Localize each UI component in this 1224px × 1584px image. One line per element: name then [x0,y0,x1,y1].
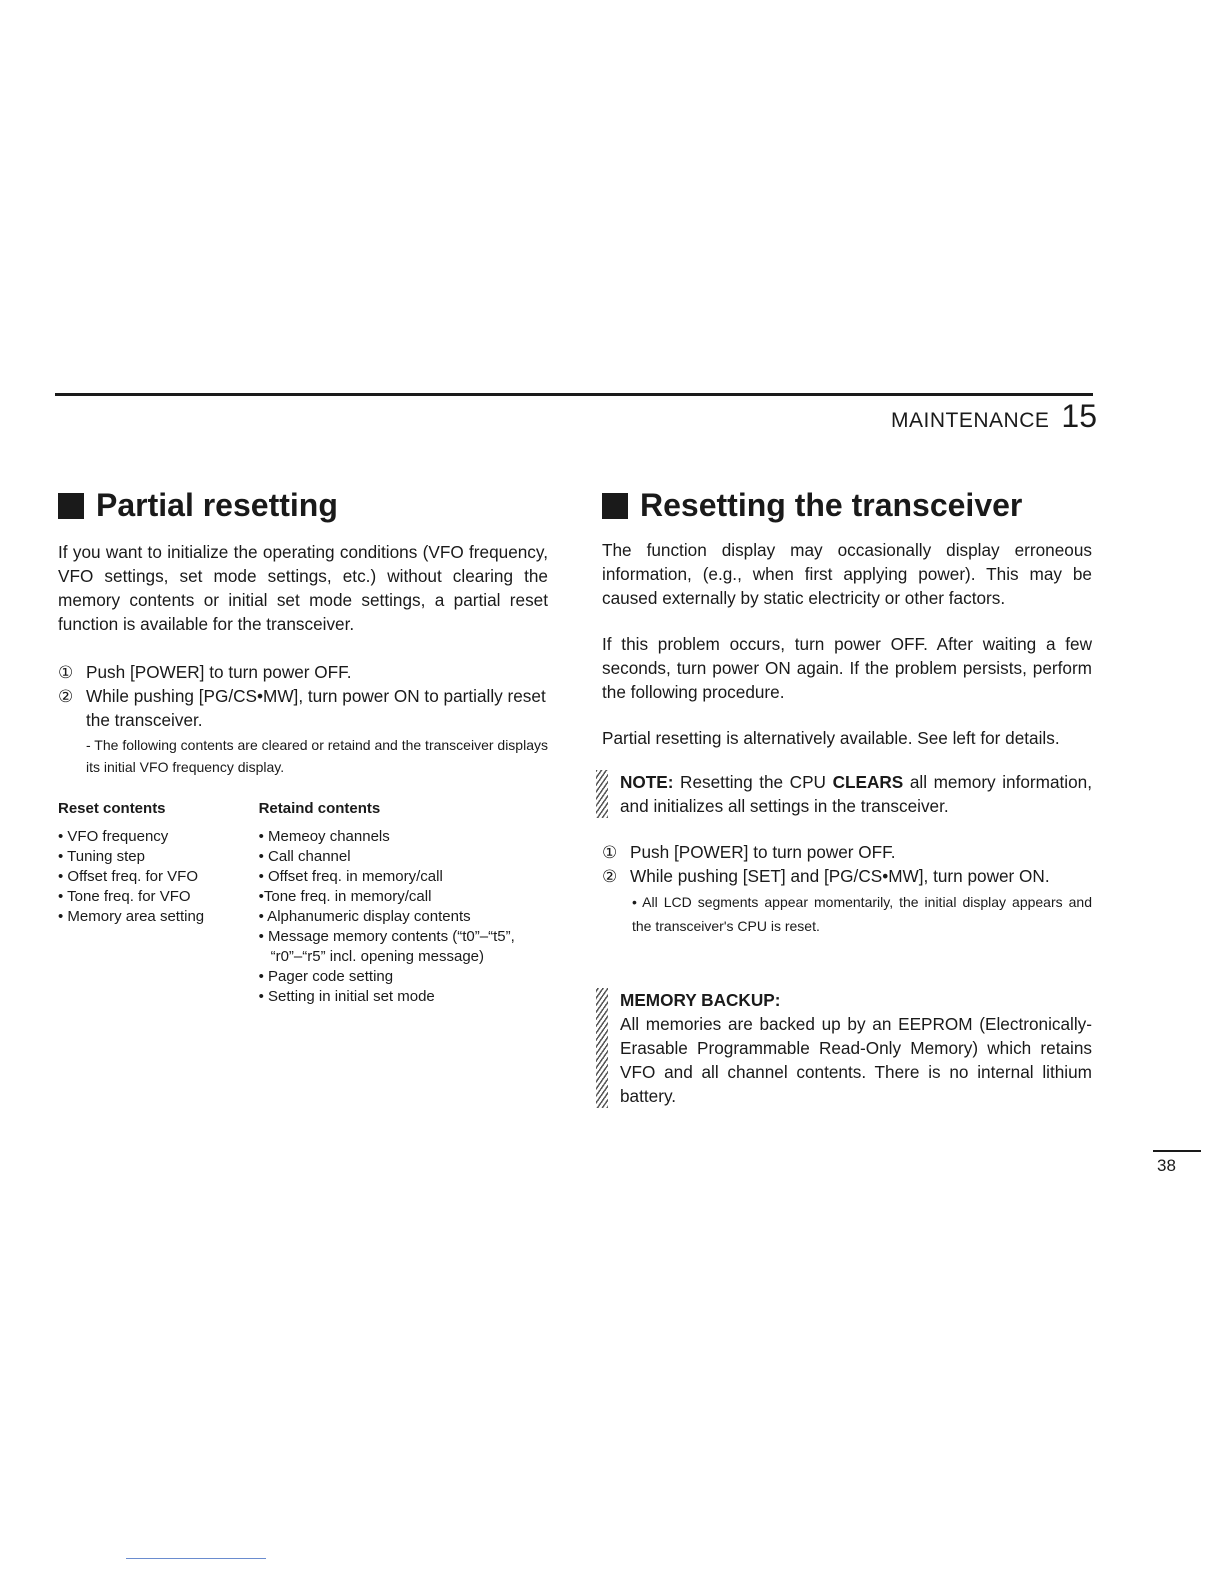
reset-contents-list [58,827,259,927]
partial-intro: If you want to initialize the operating conditions (VFO frequency, VFO settings, set mode settings, etc.) without clearing the memory contents or initial set mode settings, a partial reset function is available for the transceiver. [58,542,548,634]
list-item: • Pager code setting [258,968,394,985]
reset-steps [602,840,1092,938]
left-column [58,487,548,1007]
page-number-rule [1153,1150,1201,1152]
note-text: NOTE: Resetting the CPU CLEARS all memory information, and initializes all settings in the transceiver. [620,772,1093,816]
footer-rule [126,1558,266,1559]
resetting-transceiver-heading: Resetting the transceiver [602,487,1092,524]
contents-table [58,800,548,1007]
partial-step-2: ② While pushing [PG/CS•MW], turn power ON to partially reset the transceiver. [58,686,546,730]
partial-sub-note: - The following contents are cleared or retaind and the transceiver displays its initial VFO frequency display. [86,737,548,775]
backup-text: All memories are backed up by an EEPROM (Electronically-Erasable Programmable Read-Only Memory) which retains VFO and all channel contents. There is no internal lithium battery. [620,1014,1092,1106]
header-rule [55,393,1093,396]
list-item: • Memory area setting [58,908,205,925]
list-item: • Message memory contents (“t0”–“t5”, [258,928,515,945]
reset-step-1: ① Push [POWER] to turn power OFF. [602,842,896,862]
list-item: • VFO frequency [58,828,169,845]
reset-contents-column [58,800,259,1007]
list-item: • Alphanumeric display contents [258,908,471,925]
right-column [602,487,1092,1108]
list-item: • Offset freq. in memory/call [258,868,443,885]
partial-resetting-heading: Partial resetting [58,487,548,524]
page-number: 38 [1157,1156,1176,1175]
heading-square-icon [602,493,628,519]
list-item: • Offset freq. for VFO [58,868,199,885]
list-item: • Memeoy channels [258,828,390,845]
reset-contents-heading: Reset contents [58,800,166,817]
section-title: MAINTENANCE [891,409,1050,432]
retained-contents-column [259,800,548,1007]
list-item: • Setting in initial set mode [258,988,435,1005]
page-header [891,398,1097,435]
heading-square-icon [58,493,84,519]
retained-contents-heading: Retaind contents [258,800,381,817]
list-item: • Tuning step [58,848,145,865]
list-item: “r0”–“r5” incl. opening message) [270,948,485,965]
reset-para-3: Partial resetting is alternatively available. See left for details. [602,728,1060,748]
cpu-note [596,770,1092,818]
list-item: •Tone freq. in memory/call [258,888,432,905]
retained-contents-list [259,827,548,1007]
partial-step-1: ① Push [POWER] to turn power OFF. [58,662,352,682]
partial-steps [58,660,548,778]
reset-para-1: The function display may occasionally display erroneous information, (e.g., when first applying power). This may be caused externally by static electricity or other factors. [602,540,1092,608]
list-item: • Call channel [258,848,351,865]
list-item: • Tone freq. for VFO [58,888,191,905]
note-hatch-bar [596,770,608,818]
chapter-number: 15 [1061,398,1097,434]
reset-para-2: If this problem occurs, turn power OFF. After waiting a few seconds, turn power ON again. If the problem persists, perform the following procedure. [602,634,1092,702]
reset-bullet: • All LCD segments appear momentarily, the initial display appears and the transceiver's CPU is reset. [632,894,1092,934]
backup-title: MEMORY BACKUP: [620,990,781,1010]
reset-step-2: ② While pushing [SET] and [PG/CS•MW], turn power ON. [602,866,1050,886]
backup-hatch-bar [596,988,608,1108]
memory-backup-note [596,988,1092,1108]
